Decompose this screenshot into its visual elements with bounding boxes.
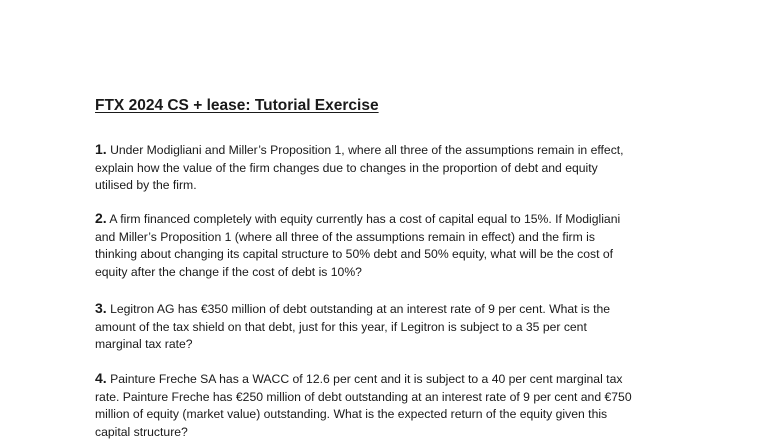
question-line: 3. Legitron AG has €350 million of debt outstanding at an interest rate of 9 per cent. What is the	[95, 300, 611, 316]
question-1	[95, 141, 695, 195]
question-line: 2. A firm financed completely with equity currently has a cost of capital equal to 15%. If Modigliani	[95, 210, 621, 226]
question-line: thinking about changing its capital structure to 50% debt and 50% equity, what will be the cost of	[95, 247, 614, 262]
question-number: 3.	[95, 300, 107, 316]
question-line: 1. Under Modigliani and Miller’s Proposition 1, where all three of the assumptions remain in effect,	[95, 141, 624, 157]
question-line: explain how the value of the firm changes due to changes in the proportion of debt and equity	[95, 160, 598, 175]
question-4	[95, 370, 695, 441]
question-line: million of equity (market value) outstanding. What is the expected return of the equity given this	[95, 407, 608, 422]
document-title: FTX 2024 CS + lease: Tutorial Exercise	[95, 97, 379, 114]
question-line: amount of the tax shield on that debt, just for this year, if Legitron is subject to a 35 per cent	[95, 319, 587, 334]
question-line: equity after the change if the cost of debt is 10%?	[95, 264, 362, 279]
question-number: 4.	[95, 370, 107, 386]
question-line: marginal tax rate?	[95, 337, 193, 352]
question-line: capital structure?	[95, 424, 188, 439]
question-2	[95, 210, 695, 281]
question-line: 4. Painture Freche SA has a WACC of 12.6 per cent and it is subject to a 40 per cent marginal tax	[95, 370, 623, 386]
question-line: utilised by the firm.	[95, 178, 197, 193]
question-3	[95, 300, 695, 354]
question-line: and Miller’s Proposition 1 (where all three of the assumptions remain in effect) and the firm is	[95, 229, 595, 244]
question-number: 2.	[95, 210, 107, 226]
question-line: rate. Painture Freche has €250 million of debt outstanding at an interest rate of 9 per cent and €750	[95, 389, 632, 404]
question-number: 1.	[95, 141, 107, 157]
